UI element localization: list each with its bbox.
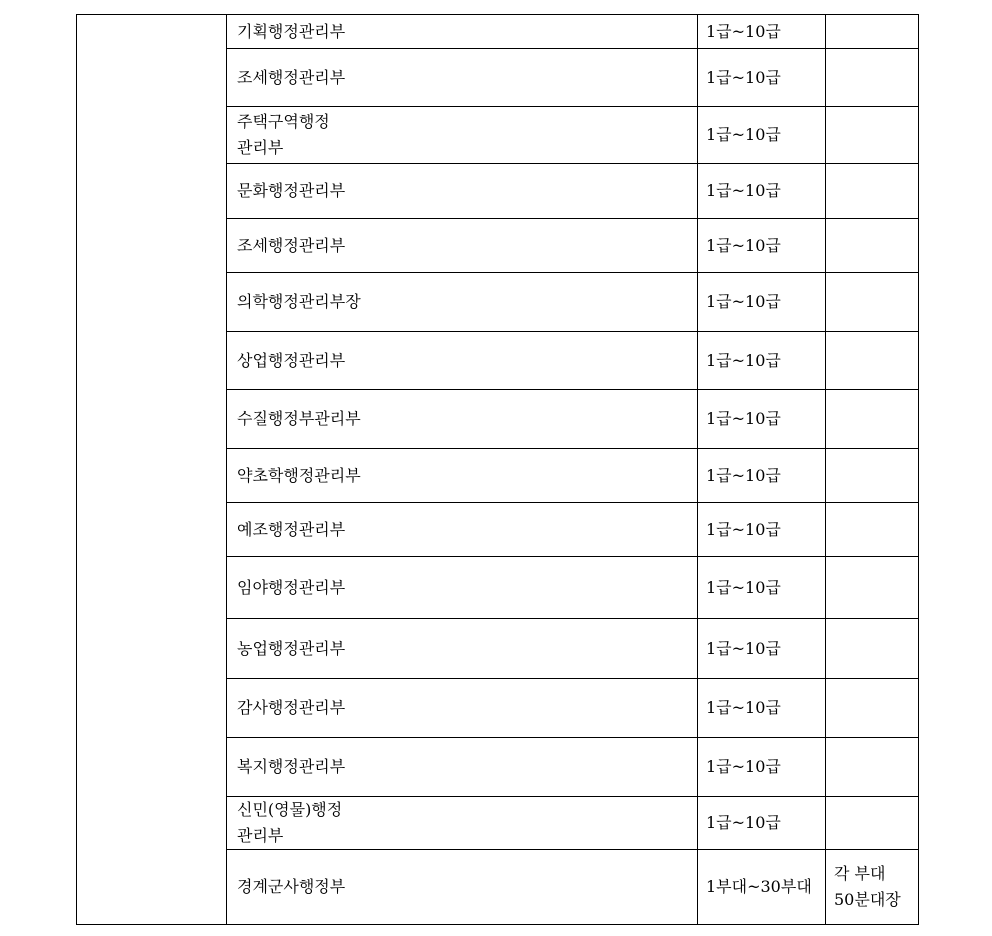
grade-range-cell: 1급~10급 [698,390,826,449]
department-name-cell: 주택구역행정 관리부 [227,107,698,164]
grade-range-cell: 1급~10급 [698,332,826,390]
note-cell [826,273,919,332]
note-cell [826,679,919,738]
category-cell [77,15,227,925]
grade-range-cell: 1급~10급 [698,164,826,219]
note-cell [826,390,919,449]
grade-range-cell: 1급~10급 [698,738,826,797]
note-cell [826,15,919,49]
grade-range-cell: 1급~10급 [698,107,826,164]
note-cell [826,49,919,107]
grade-range-cell: 1급~10급 [698,273,826,332]
note-cell [826,164,919,219]
grade-range-cell: 1급~10급 [698,619,826,679]
department-name-cell: 의학행정관리부장 [227,273,698,332]
department-name-cell: 기획행정관리부 [227,15,698,49]
note-cell [826,449,919,503]
note-cell: 각 부대 50분대장 [826,850,919,925]
department-name-cell: 조세행정관리부 [227,49,698,107]
note-cell [826,219,919,273]
note-cell [826,503,919,557]
note-cell [826,619,919,679]
department-name-cell: 상업행정관리부 [227,332,698,390]
note-cell [826,738,919,797]
department-name-cell: 수질행정부관리부 [227,390,698,449]
note-cell [826,332,919,390]
grade-range-cell: 1급~10급 [698,797,826,850]
grade-range-cell: 1급~10급 [698,557,826,619]
grade-range-cell: 1급~10급 [698,449,826,503]
table-row [77,15,919,49]
department-name-cell: 예조행정관리부 [227,503,698,557]
department-name-cell: 문화행정관리부 [227,164,698,219]
department-name-cell: 감사행정관리부 [227,679,698,738]
grade-range-cell: 1급~10급 [698,503,826,557]
department-table [76,14,919,925]
grade-range-cell: 1급~10급 [698,679,826,738]
department-name-cell: 농업행정관리부 [227,619,698,679]
department-name-cell: 약초학행정관리부 [227,449,698,503]
grade-range-cell: 1급~10급 [698,219,826,273]
grade-range-cell: 1부대~30부대 [698,850,826,925]
department-name-cell: 조세행정관리부 [227,219,698,273]
grade-range-cell: 1급~10급 [698,49,826,107]
department-name-cell: 신민(영물)행정 관리부 [227,797,698,850]
note-cell [826,107,919,164]
note-cell [826,557,919,619]
department-name-cell: 임야행정관리부 [227,557,698,619]
note-cell [826,797,919,850]
grade-range-cell: 1급~10급 [698,15,826,49]
table-body [77,15,919,925]
department-name-cell: 복지행정관리부 [227,738,698,797]
department-name-cell: 경계군사행정부 [227,850,698,925]
